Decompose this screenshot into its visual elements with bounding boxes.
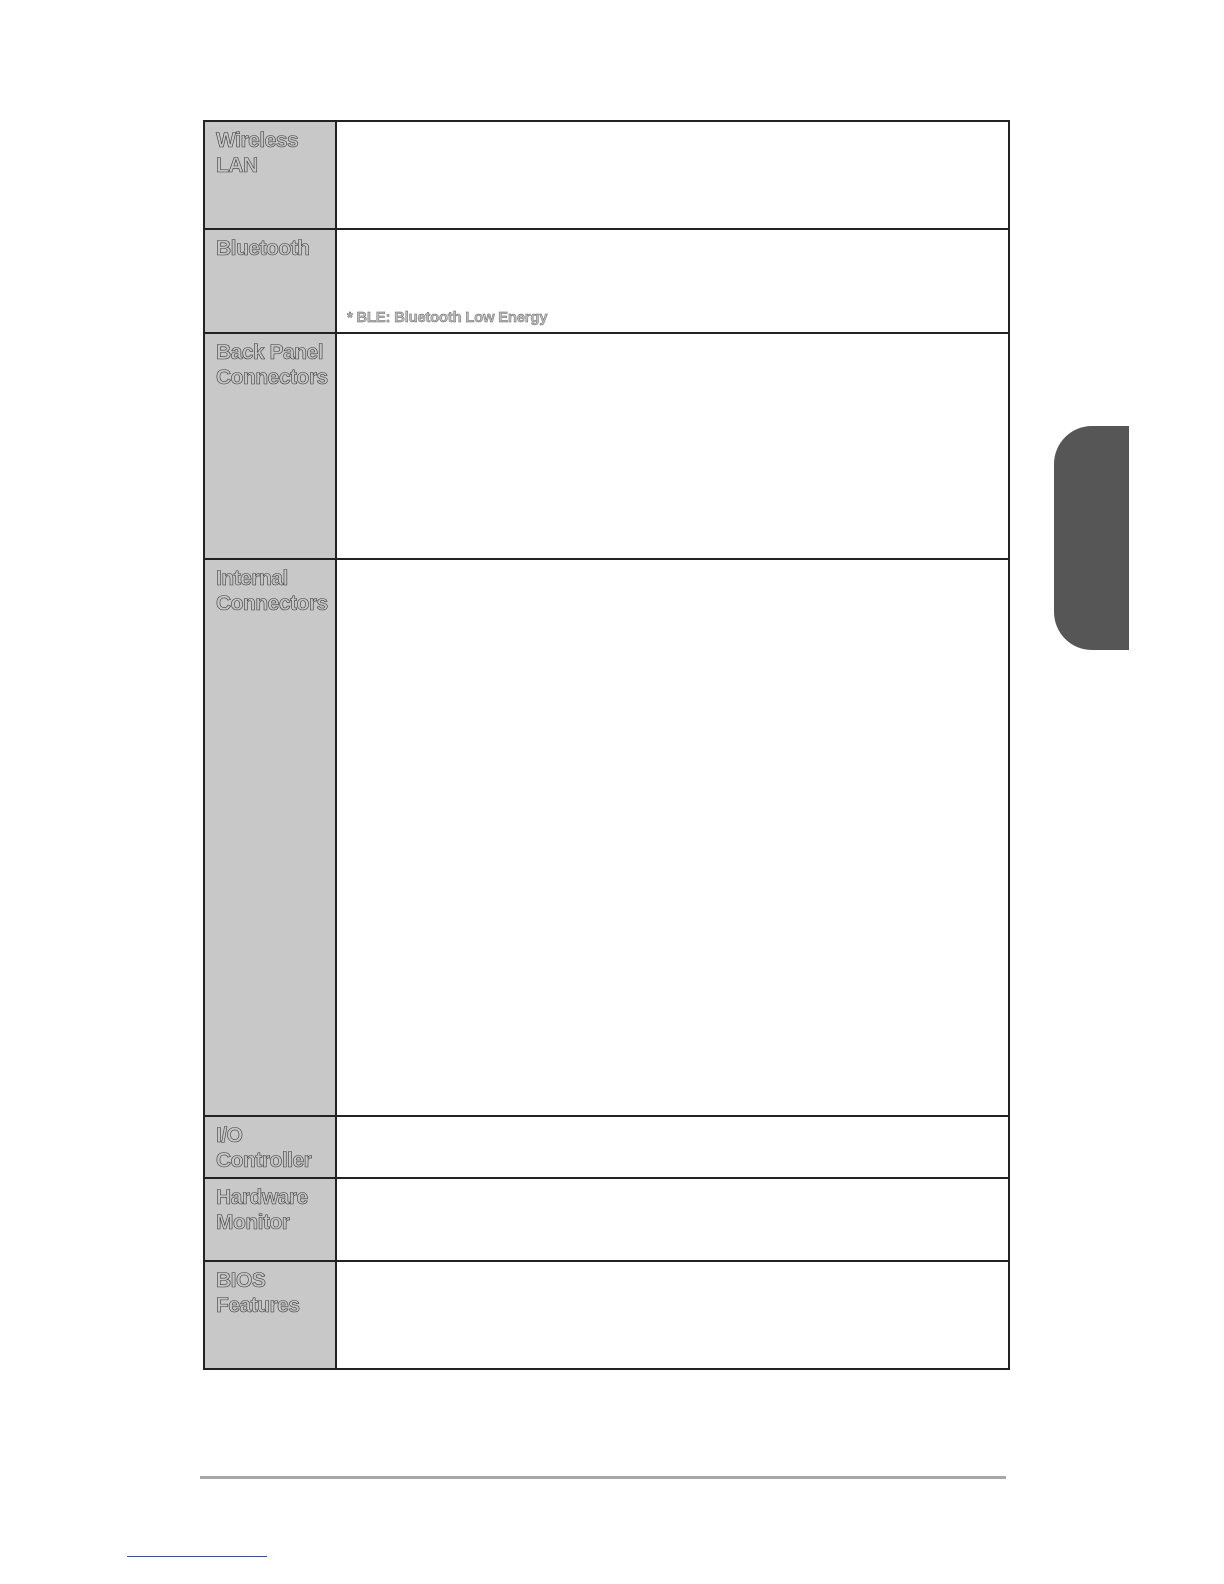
spec-value-cell: [336, 1178, 1009, 1261]
spec-value-cell: [336, 333, 1009, 559]
specifications-table: [203, 120, 1010, 1370]
spec-label-cell: [204, 229, 336, 333]
spec-row-bios-features: [204, 1261, 1009, 1369]
spec-row-back-panel-connectors: [204, 333, 1009, 559]
spec-label-cell: [204, 559, 336, 1116]
footer-divider: [200, 1476, 1006, 1479]
spec-row-bluetooth: [204, 229, 1009, 333]
spec-value-cell: [336, 559, 1009, 1116]
spec-row-io-controller: [204, 1116, 1009, 1178]
spec-label: Hardware Monitor: [216, 1186, 308, 1234]
spec-label-cell: [204, 1178, 336, 1261]
spec-value-cell: [336, 1261, 1009, 1369]
spec-label-cell: [204, 1116, 336, 1178]
ble-footnote: * BLE: Bluetooth Low Energy: [347, 309, 548, 326]
spec-label: Bluetooth: [216, 237, 310, 260]
spec-row-internal-connectors: [204, 559, 1009, 1116]
spec-label: BIOS Features: [216, 1269, 300, 1317]
spec-label-cell: [204, 1261, 336, 1369]
spec-label-cell: [204, 121, 336, 229]
spec-value-cell: [336, 229, 1009, 333]
spec-label: I/O Controller: [216, 1124, 312, 1172]
spec-row-hardware-monitor: [204, 1178, 1009, 1261]
chapter-side-tab: [1054, 426, 1129, 650]
spec-row-wireless-lan: [204, 121, 1009, 229]
spec-label: Back Panel Connectors: [216, 341, 328, 389]
spec-label: Wireless LAN: [216, 129, 299, 177]
spec-value-cell: [336, 121, 1009, 229]
spec-label: Internal Connectors: [216, 567, 328, 615]
spec-label-cell: [204, 333, 336, 559]
spec-value-cell: [336, 1116, 1009, 1178]
bottom-link-underline: [127, 1556, 267, 1557]
